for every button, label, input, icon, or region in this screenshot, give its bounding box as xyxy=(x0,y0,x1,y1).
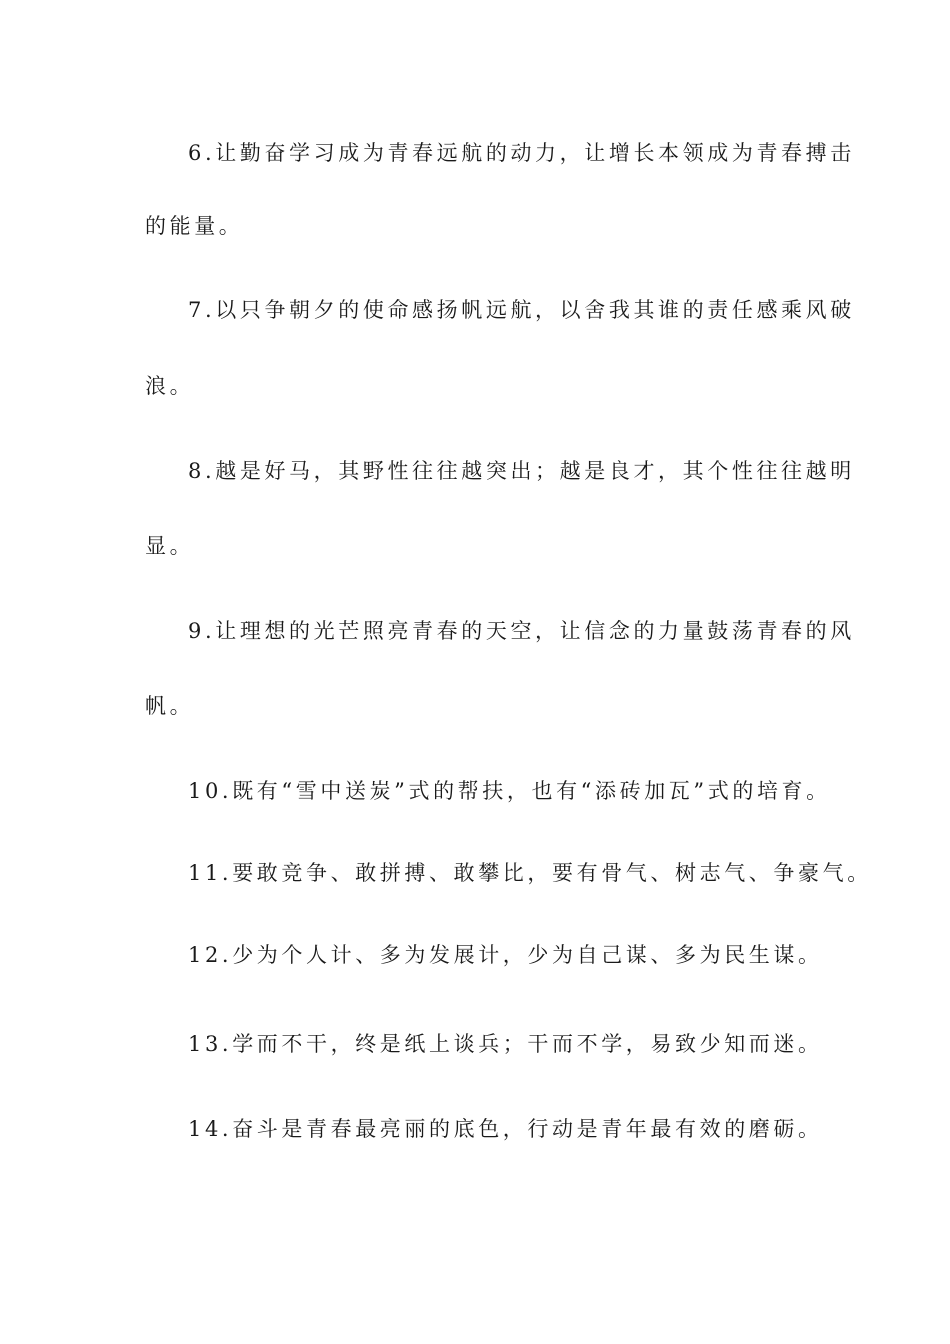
item-6-continuation: 的能量。 xyxy=(145,214,244,238)
item-number: 10. xyxy=(188,779,233,803)
item-text: 奋斗是青春最亮丽的底色，行动是青年最有效的磨砺。 xyxy=(232,1117,823,1141)
item-text: 既有“雪中送炭”式的帮扶，也有“添砖加瓦”式的培育。 xyxy=(232,779,831,803)
item-number: 12. xyxy=(188,943,233,967)
item-number: 6. xyxy=(188,141,216,165)
item-13-line xyxy=(188,1030,823,1058)
item-7-first-line xyxy=(188,296,855,324)
item-number: 7. xyxy=(188,298,216,322)
item-8-continuation: 显。 xyxy=(145,534,195,558)
item-text: 越是好马，其野性往往越突出；越是良才，其个性往往越明 xyxy=(215,459,855,483)
item-text: 让勤奋学习成为青春远航的动力，让增长本领成为青春搏击 xyxy=(215,141,855,165)
item-text: 要敢竞争、敢拼搏、敢攀比，要有骨气、树志气、争豪气。 xyxy=(232,861,872,885)
item-11-line xyxy=(188,859,872,887)
item-9-first-line xyxy=(188,617,855,645)
item-number: 13. xyxy=(188,1032,233,1056)
item-8-first-line xyxy=(188,457,855,485)
item-text: 以只争朝夕的使命感扬帆远航，以舍我其谁的责任感乘风破 xyxy=(215,298,855,322)
item-number: 11. xyxy=(188,861,233,885)
item-number: 9. xyxy=(188,619,216,643)
item-number: 8. xyxy=(188,459,216,483)
item-14-line xyxy=(188,1115,823,1143)
item-9-continuation: 帆。 xyxy=(145,694,195,718)
item-6-first-line xyxy=(188,139,855,167)
item-7-continuation: 浪。 xyxy=(145,374,195,398)
item-10-line xyxy=(188,777,831,805)
item-text: 学而不干，终是纸上谈兵；干而不学，易致少知而迷。 xyxy=(232,1032,823,1056)
item-text: 让理想的光芒照亮青春的天空，让信念的力量鼓荡青春的风 xyxy=(215,619,855,643)
item-text: 少为个人计、多为发展计，少为自己谋、多为民生谋。 xyxy=(232,943,823,967)
item-number: 14. xyxy=(188,1117,233,1141)
item-12-line xyxy=(188,941,823,969)
